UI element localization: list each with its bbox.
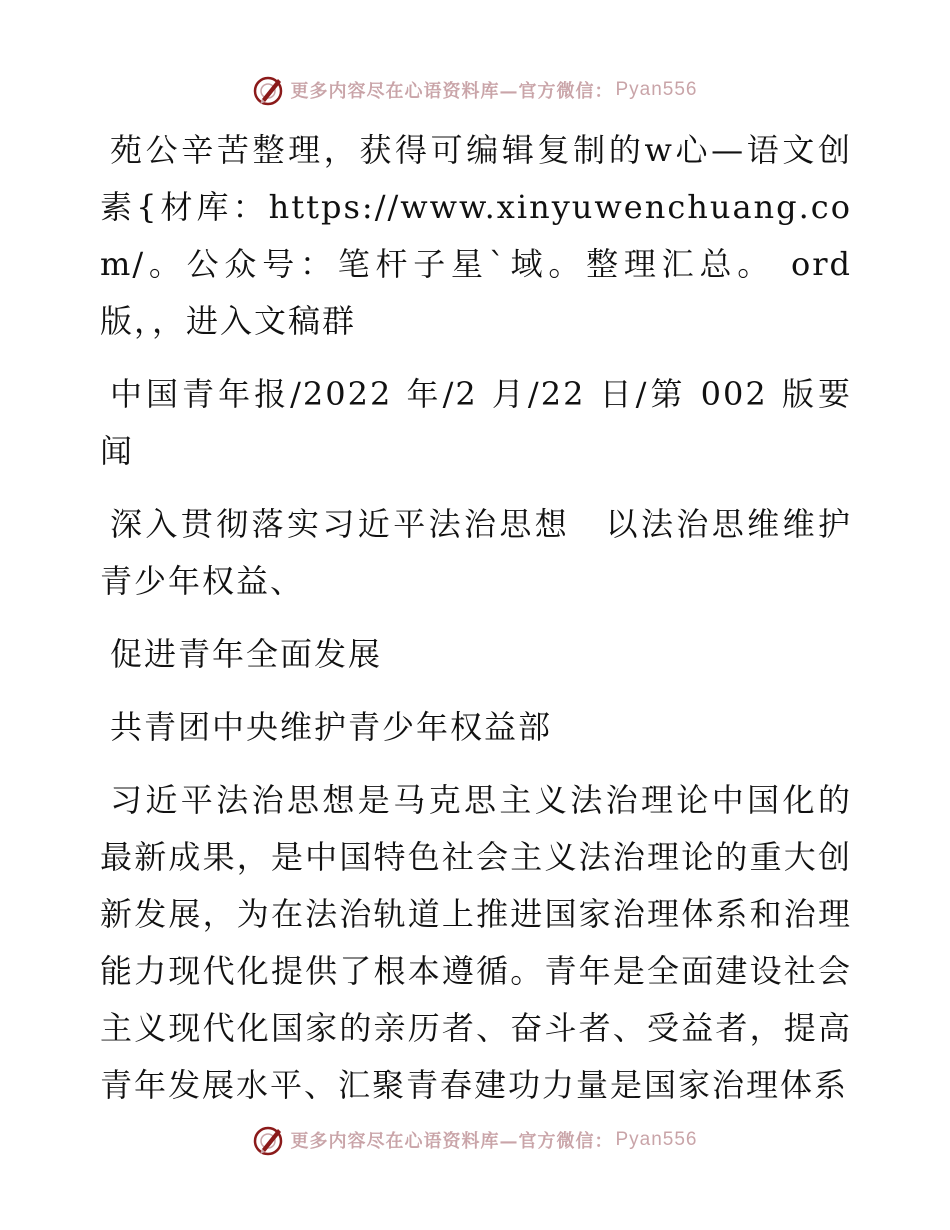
article-title: 深入贯彻落实习近平法治思想 以法治思维维护青少年权益、: [100, 505, 852, 600]
watermark-wechat-id: Pyan556: [615, 1129, 698, 1150]
article-author: 共青团中央维护青少年权益部: [110, 708, 553, 746]
watermark-text: 更多内容尽在心语资料库—官方微信：: [290, 81, 614, 102]
footer-watermark: [0, 1118, 950, 1162]
publication-line: 中国青年报/2022 年/2 月/22 日/第 002 版要闻: [100, 375, 852, 470]
watermark-text: 更多内容尽在心语资料库—官方微信：: [290, 1131, 614, 1152]
watermark-wechat-id: Pyan556: [615, 79, 698, 100]
header-watermark: [0, 68, 950, 112]
source-notice-paragraph: 苑公辛苦整理，获得可编辑复制的w心—语文创素{材库：https://www.xinyuwenchuang.com/。公众号：笔杆子星ˋ域。整理汇总。 ord版，，进入文稿群: [100, 131, 852, 340]
body-paragraph: 习近平法治思想是马克思主义法治理论中国化的最新成果，是中国特色社会主义法治理论的重大创新发展，为在法治轨道上推进国家治理体系和治理能力现代化提供了根本遵循。青年是全面建设社会主义现代化国家的亲历者、奋斗者、受益者，提高青年发展水平、汇聚青春建功力量是国家治理体系: [100, 781, 852, 1104]
pen-logo-icon: [252, 73, 286, 107]
pen-logo-icon: [252, 1123, 286, 1157]
article-subtitle: 促进青年全面发展: [110, 635, 383, 673]
document-body: [100, 122, 852, 1130]
